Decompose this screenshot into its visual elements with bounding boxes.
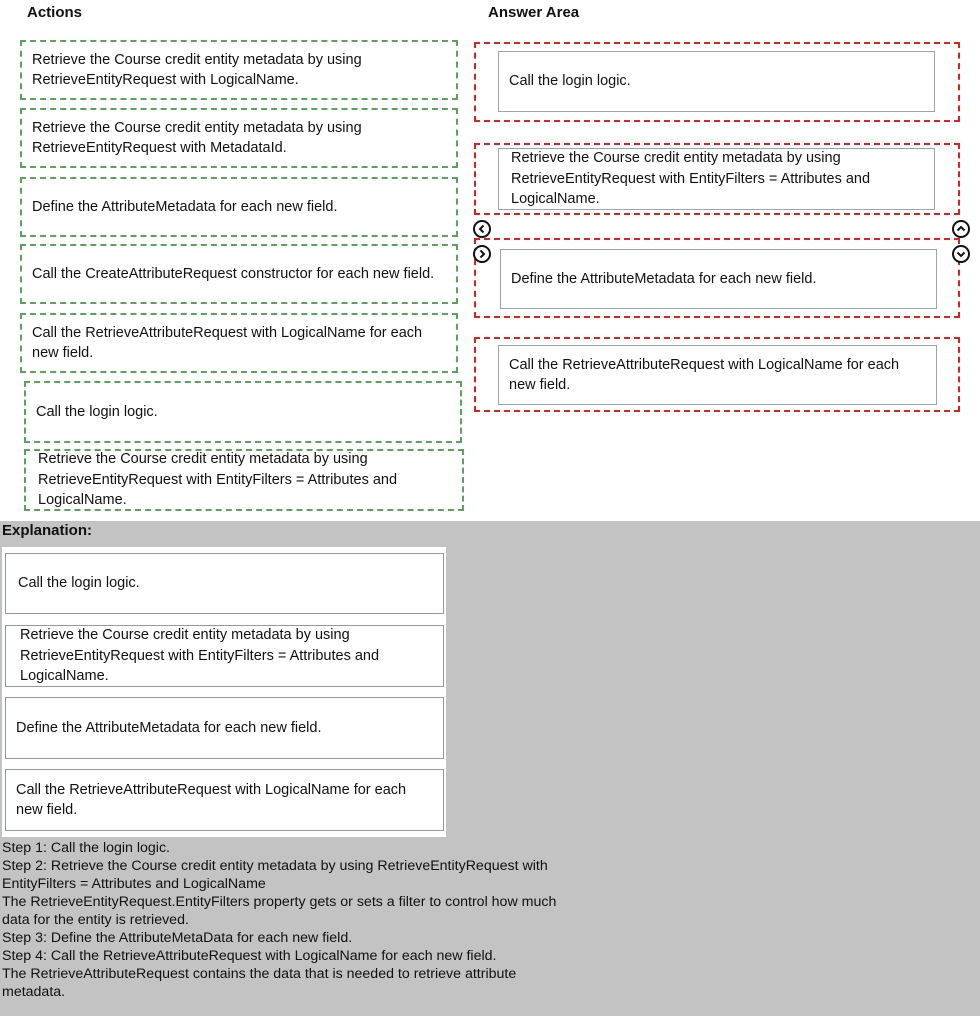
- explanation-card-text: LogicalName.: [20, 668, 109, 685]
- explanation-line: Step 3: Define the AttributeMetaData for each new field.: [2, 930, 353, 946]
- explanation-line: The RetrieveEntityRequest.EntityFilters property gets or sets a filter to control how much: [2, 894, 557, 910]
- answer-area-heading: Answer Area: [488, 4, 580, 21]
- explanation-text: [2, 839, 622, 1001]
- answer-text: Call the login logic.: [509, 73, 631, 90]
- explanation-line: data for the entity is retrieved.: [2, 912, 189, 928]
- explanation-section: [0, 521, 980, 1016]
- action-text: Call the login logic.: [36, 403, 158, 420]
- explanation-card: [5, 553, 444, 614]
- explanation-card: [5, 769, 444, 831]
- explanation-line: Step 1: Call the login logic.: [2, 840, 170, 856]
- action-text: Retrieve the Course credit entity metadata by using: [32, 119, 362, 136]
- action-item[interactable]: [20, 40, 458, 100]
- explanation-title: Explanation:: [2, 522, 93, 539]
- action-item[interactable]: [20, 177, 458, 237]
- chevron-right-icon[interactable]: [473, 245, 491, 263]
- answer-card[interactable]: [498, 148, 935, 210]
- action-text: Define the AttributeMetadata for each new field.: [32, 198, 338, 215]
- answer-text: LogicalName.: [511, 191, 600, 208]
- action-item[interactable]: [20, 313, 458, 373]
- action-text: Call the RetrieveAttributeRequest with LogicalName for each: [32, 324, 423, 341]
- action-text: RetrieveEntityRequest with MetadataId.: [32, 140, 287, 156]
- action-text: Call the CreateAttributeRequest constructor for each new field.: [32, 265, 435, 282]
- explanation-line: Step 2: Retrieve the Course credit entity metadata by using RetrieveEntityRequest with: [2, 858, 548, 874]
- explanation-card-text: RetrieveEntityRequest with EntityFilters = Attributes and: [20, 647, 380, 664]
- action-item[interactable]: [20, 244, 458, 304]
- action-item[interactable]: [20, 108, 458, 168]
- action-text: RetrieveEntityRequest with EntityFilters = Attributes and: [38, 471, 398, 488]
- answer-text: new field.: [509, 377, 571, 393]
- action-text: RetrieveEntityRequest with LogicalName.: [32, 72, 299, 88]
- action-text: LogicalName.: [38, 492, 127, 509]
- answer-card[interactable]: [498, 51, 935, 112]
- actions-heading: Actions: [27, 4, 83, 21]
- explanation-line: EntityFilters = Attributes and LogicalName: [2, 876, 266, 892]
- explanation-card: [5, 625, 444, 687]
- explanation-answer-panel: [2, 547, 446, 837]
- answer-text: RetrieveEntityRequest with EntityFilters = Attributes and: [511, 170, 871, 187]
- explanation-line: metadata.: [2, 984, 66, 1000]
- answer-text: Call the RetrieveAttributeRequest with LogicalName for each: [509, 356, 900, 373]
- action-text: Retrieve the Course credit entity metadata by using: [32, 51, 362, 68]
- explanation-card-text: Call the login logic.: [18, 575, 140, 592]
- explanation-card-text: Retrieve the Course credit entity metadata by using: [20, 627, 350, 644]
- explanation-card-text: new field.: [16, 802, 78, 818]
- action-item[interactable]: [24, 381, 462, 443]
- chevron-down-icon[interactable]: [952, 245, 970, 263]
- explanation-card: [5, 697, 444, 759]
- action-text: new field.: [32, 345, 94, 361]
- answer-text: Retrieve the Course credit entity metadata by using: [511, 150, 841, 167]
- answer-text: Define the AttributeMetadata for each new field.: [511, 270, 817, 287]
- explanation-card-text: Define the AttributeMetadata for each new field.: [16, 719, 322, 736]
- action-item[interactable]: [24, 449, 464, 511]
- explanation-card-text: Call the RetrieveAttributeRequest with LogicalName for each: [16, 781, 407, 798]
- chevron-left-icon[interactable]: [473, 220, 491, 238]
- explanation-line: Step 4: Call the RetrieveAttributeRequest with LogicalName for each new field.: [2, 948, 497, 964]
- explanation-line: The RetrieveAttributeRequest contains the data that is needed to retrieve attribute: [2, 966, 517, 982]
- answer-card[interactable]: [498, 345, 937, 405]
- answer-card[interactable]: [500, 249, 937, 309]
- chevron-up-icon[interactable]: [952, 220, 970, 238]
- action-text: Retrieve the Course credit entity metadata by using: [38, 451, 368, 468]
